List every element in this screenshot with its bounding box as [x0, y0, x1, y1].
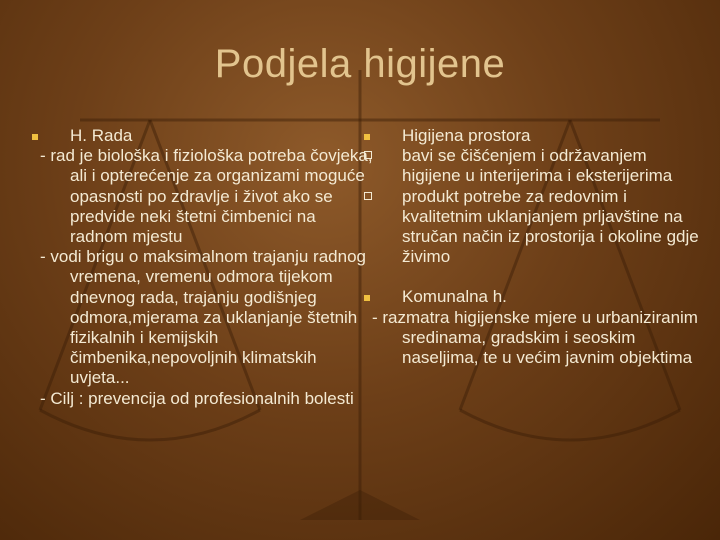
list-item-text: bavi se čišćenjem i održavanjem higijene u interijerima i eksterijerima: [402, 146, 673, 186]
heading-komunalna-label: Komunalna h.: [402, 287, 507, 307]
bullet-square-icon: [32, 134, 38, 140]
list-item: - vodi brigu o maksimalnom trajanju radnog vremena, vremenu odmora tijekom dnevnog rada, trajanju godišnjeg odmora,mjerama za uklanjanje štetnih fizikalnih i kemijskih čimbenika,nepovoljnih klimatskih uvjeta...: [40, 247, 366, 388]
list-item: [362, 187, 707, 268]
list-item: - razmatra higijenske mjere u urbaniziranim sredinama, gradskim i seoskim naseljima, te u većim javnim objektima: [372, 307, 698, 368]
bullet-box-icon: [364, 192, 372, 200]
heading-komunalna: [362, 287, 707, 307]
heading-rada: [30, 126, 375, 146]
left-column: [30, 126, 375, 409]
list-item: [362, 146, 707, 186]
slide-title: Podjela higijene: [214, 42, 506, 86]
list-item-text: produkt potrebe za redovnim i kvalitetnim uklanjanjem prljavštine na stručan način iz prostorija i okoline gdje živimo: [402, 186, 699, 267]
bullet-square-icon: [364, 295, 370, 301]
list-item: - rad je biološka i fiziološka potreba čovjeka, ali i opterećenje za organizami moguće opasnosti po zdravlje i život ako se predvide neki štetni čimbenici na radnom mjestu: [40, 146, 373, 247]
bullet-square-icon: [364, 134, 370, 140]
heading-prostora: [362, 126, 707, 146]
bullet-box-icon: [364, 151, 372, 159]
right-column: [362, 126, 707, 368]
list-item: - Cilj : prevencija od profesionalnih bolesti: [40, 388, 354, 408]
heading-rada-label: H. Rada: [70, 126, 133, 145]
heading-prostora-label: Higijena prostora: [402, 126, 531, 145]
